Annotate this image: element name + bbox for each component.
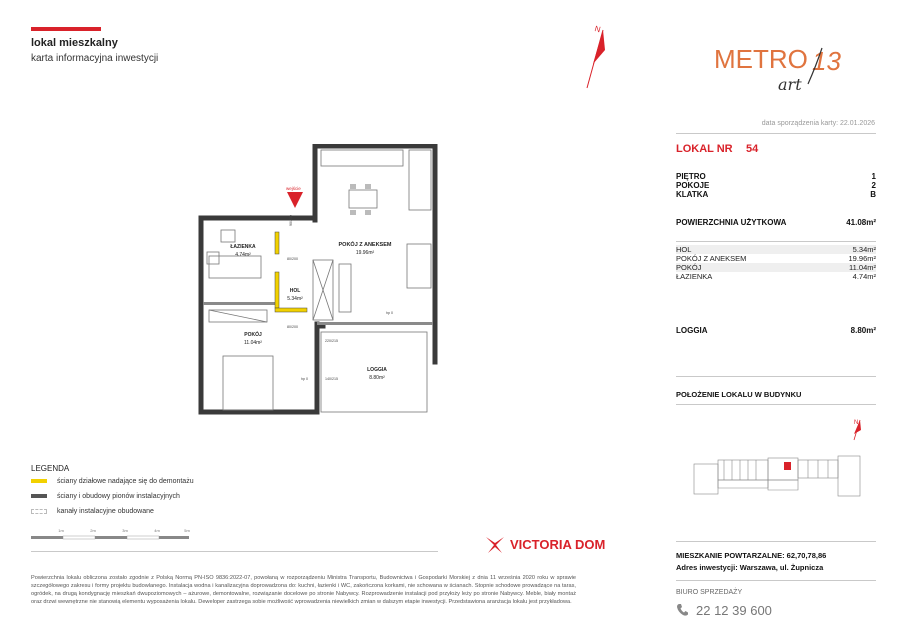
footnote: Powierzchnia lokalu obliczona zostało zgodnie z Polską Normą PN-ISO 9836:2022-07, powołaną w rozporządzeniu Ministra Transportu, Budownictwa i Gospodarki Morskiej z dnia 11 września 2020 roku w sprawie szczegółowego zakresu i formy projektu budowlanego. Instalacja wodna i kanalizacyjna doprowadzona do: kuchni, łazienki i WC, zakończona korkami, nie schowana w ścianach. Stopnie schodowe prowadzące na taras, ogródek, na drugą kondygnację mieszkań dwupoziomowych – ażurowe, demontowalne, rozwiązanie docelowe po stronie Nabywcy. Rozprowadzenie instalacji pod przyłoży leży po stronie Nabywcy. Meble, biały montaż oraz drzwi wewnętrzne nie stanowią elementu wyposażenia lokalu. Deweloper zastrzega sobie możliwość wprowadzenia niewielkich zmian w dalszym etapie inwestycji. Przedstawiona aranżacja lokalu jest przykładowa. bbox=[31, 575, 576, 605]
room-area: 5.34m² bbox=[287, 296, 303, 302]
svg-text:13: 13 bbox=[812, 46, 841, 76]
phone-icon bbox=[676, 603, 688, 617]
north-arrow-icon bbox=[585, 20, 610, 90]
room-row: POKÓJ Z ANEKSEM 19.96m² bbox=[676, 254, 876, 263]
room-area: 4.74m² bbox=[235, 252, 251, 258]
location-title: POŁOŻENIE LOKALU W BUDYNKU bbox=[676, 390, 802, 399]
room-area: 8.80m² bbox=[369, 375, 385, 381]
door-dimension: 80/200 bbox=[287, 325, 298, 329]
usable-area: POWIERZCHNIA UŻYTKOWA 41.08m² bbox=[676, 218, 876, 227]
hp-mark: hp 0 bbox=[301, 377, 308, 381]
legend-swatch bbox=[31, 494, 47, 498]
legend-item: kanały instalacyjne obudowane bbox=[31, 508, 154, 515]
room-label: LOGGIA bbox=[367, 367, 387, 373]
svg-text:4m: 4m bbox=[154, 528, 160, 533]
card-date: data sporządzenia karty: 22.01.2026 bbox=[761, 120, 875, 127]
repeated-units: MIESZKANIE POWTARZALNE: 62,70,78,86 bbox=[676, 551, 827, 560]
unit-highlight bbox=[784, 462, 791, 470]
sales-office-label: BIURO SPRZEDAŻY bbox=[676, 589, 743, 596]
header-accent-bar bbox=[31, 27, 101, 31]
entrance-label: wejście bbox=[286, 186, 301, 191]
door-dimension: 80/200 bbox=[287, 257, 298, 261]
entrance-arrow-icon bbox=[287, 192, 303, 208]
page-title: lokal mieszkalny bbox=[31, 37, 118, 49]
divider bbox=[676, 376, 876, 377]
detail-rooms: POKOJE 2 bbox=[676, 181, 876, 190]
legend-swatch bbox=[31, 479, 47, 483]
svg-text:2m: 2m bbox=[90, 528, 96, 533]
door-dimension: 220/215 bbox=[325, 339, 338, 343]
room-label: POKÓJ Z ANEKSEM bbox=[338, 242, 392, 248]
scale-bar bbox=[31, 528, 191, 540]
room-label: POKÓJ bbox=[244, 332, 262, 338]
floor-plan bbox=[195, 144, 445, 420]
developer-name: VICTORIA DOM bbox=[510, 537, 606, 552]
room-area: 11.04m² bbox=[244, 340, 262, 346]
svg-text:METRO: METRO bbox=[714, 44, 808, 74]
legend-item: ściany i obudowy pionów instalacyjnych bbox=[31, 493, 180, 500]
room-row: POKÓJ 11.04m² bbox=[676, 263, 876, 272]
room-label: HOL bbox=[289, 288, 301, 294]
svg-text:1m: 1m bbox=[58, 528, 64, 533]
phone-number[interactable]: 22 12 39 600 bbox=[696, 603, 772, 618]
loggia-area: LOGGIA 8.80m² bbox=[676, 326, 876, 335]
divider bbox=[676, 241, 876, 242]
svg-text:5m: 5m bbox=[184, 528, 190, 533]
divider bbox=[676, 541, 876, 542]
divider bbox=[676, 580, 876, 581]
door-dimension: 140/215 bbox=[325, 377, 338, 381]
brand-logo bbox=[712, 38, 862, 100]
legend-title: LEGENDA bbox=[31, 464, 70, 473]
hp-mark: hp 0 bbox=[386, 311, 393, 315]
room-row: HOL 5.34m² bbox=[676, 245, 876, 254]
svg-text:3m: 3m bbox=[122, 528, 128, 533]
victoria-dom-logo-icon bbox=[484, 533, 506, 555]
map-north-label: N bbox=[854, 420, 859, 426]
detail-floor: PIĘTRO 1 bbox=[676, 172, 876, 181]
svg-text:art: art bbox=[778, 75, 802, 94]
north-label: N bbox=[593, 24, 602, 35]
room-label: ŁAZIENKA bbox=[230, 244, 256, 250]
investment-address: Adres inwestycji: Warszawa, ul. Żupnicza bbox=[676, 563, 824, 572]
unit-number: 54 bbox=[746, 143, 759, 155]
building-location-map bbox=[688, 416, 873, 514]
legend-item: ściany działowe nadające się do demontażu bbox=[31, 478, 194, 485]
detail-staircase: KLATKA B bbox=[676, 190, 876, 199]
page-subtitle: karta informacyjna inwestycji bbox=[31, 53, 159, 64]
legend-swatch bbox=[31, 509, 47, 514]
unit-label: LOKAL NR bbox=[676, 143, 733, 155]
divider bbox=[31, 551, 438, 552]
divider bbox=[676, 404, 876, 405]
room-row: ŁAZIENKA 4.74m² bbox=[676, 272, 876, 281]
divider bbox=[676, 133, 876, 134]
door-dimension: 90/200 bbox=[289, 215, 293, 226]
room-area: 19.96m² bbox=[355, 250, 375, 256]
